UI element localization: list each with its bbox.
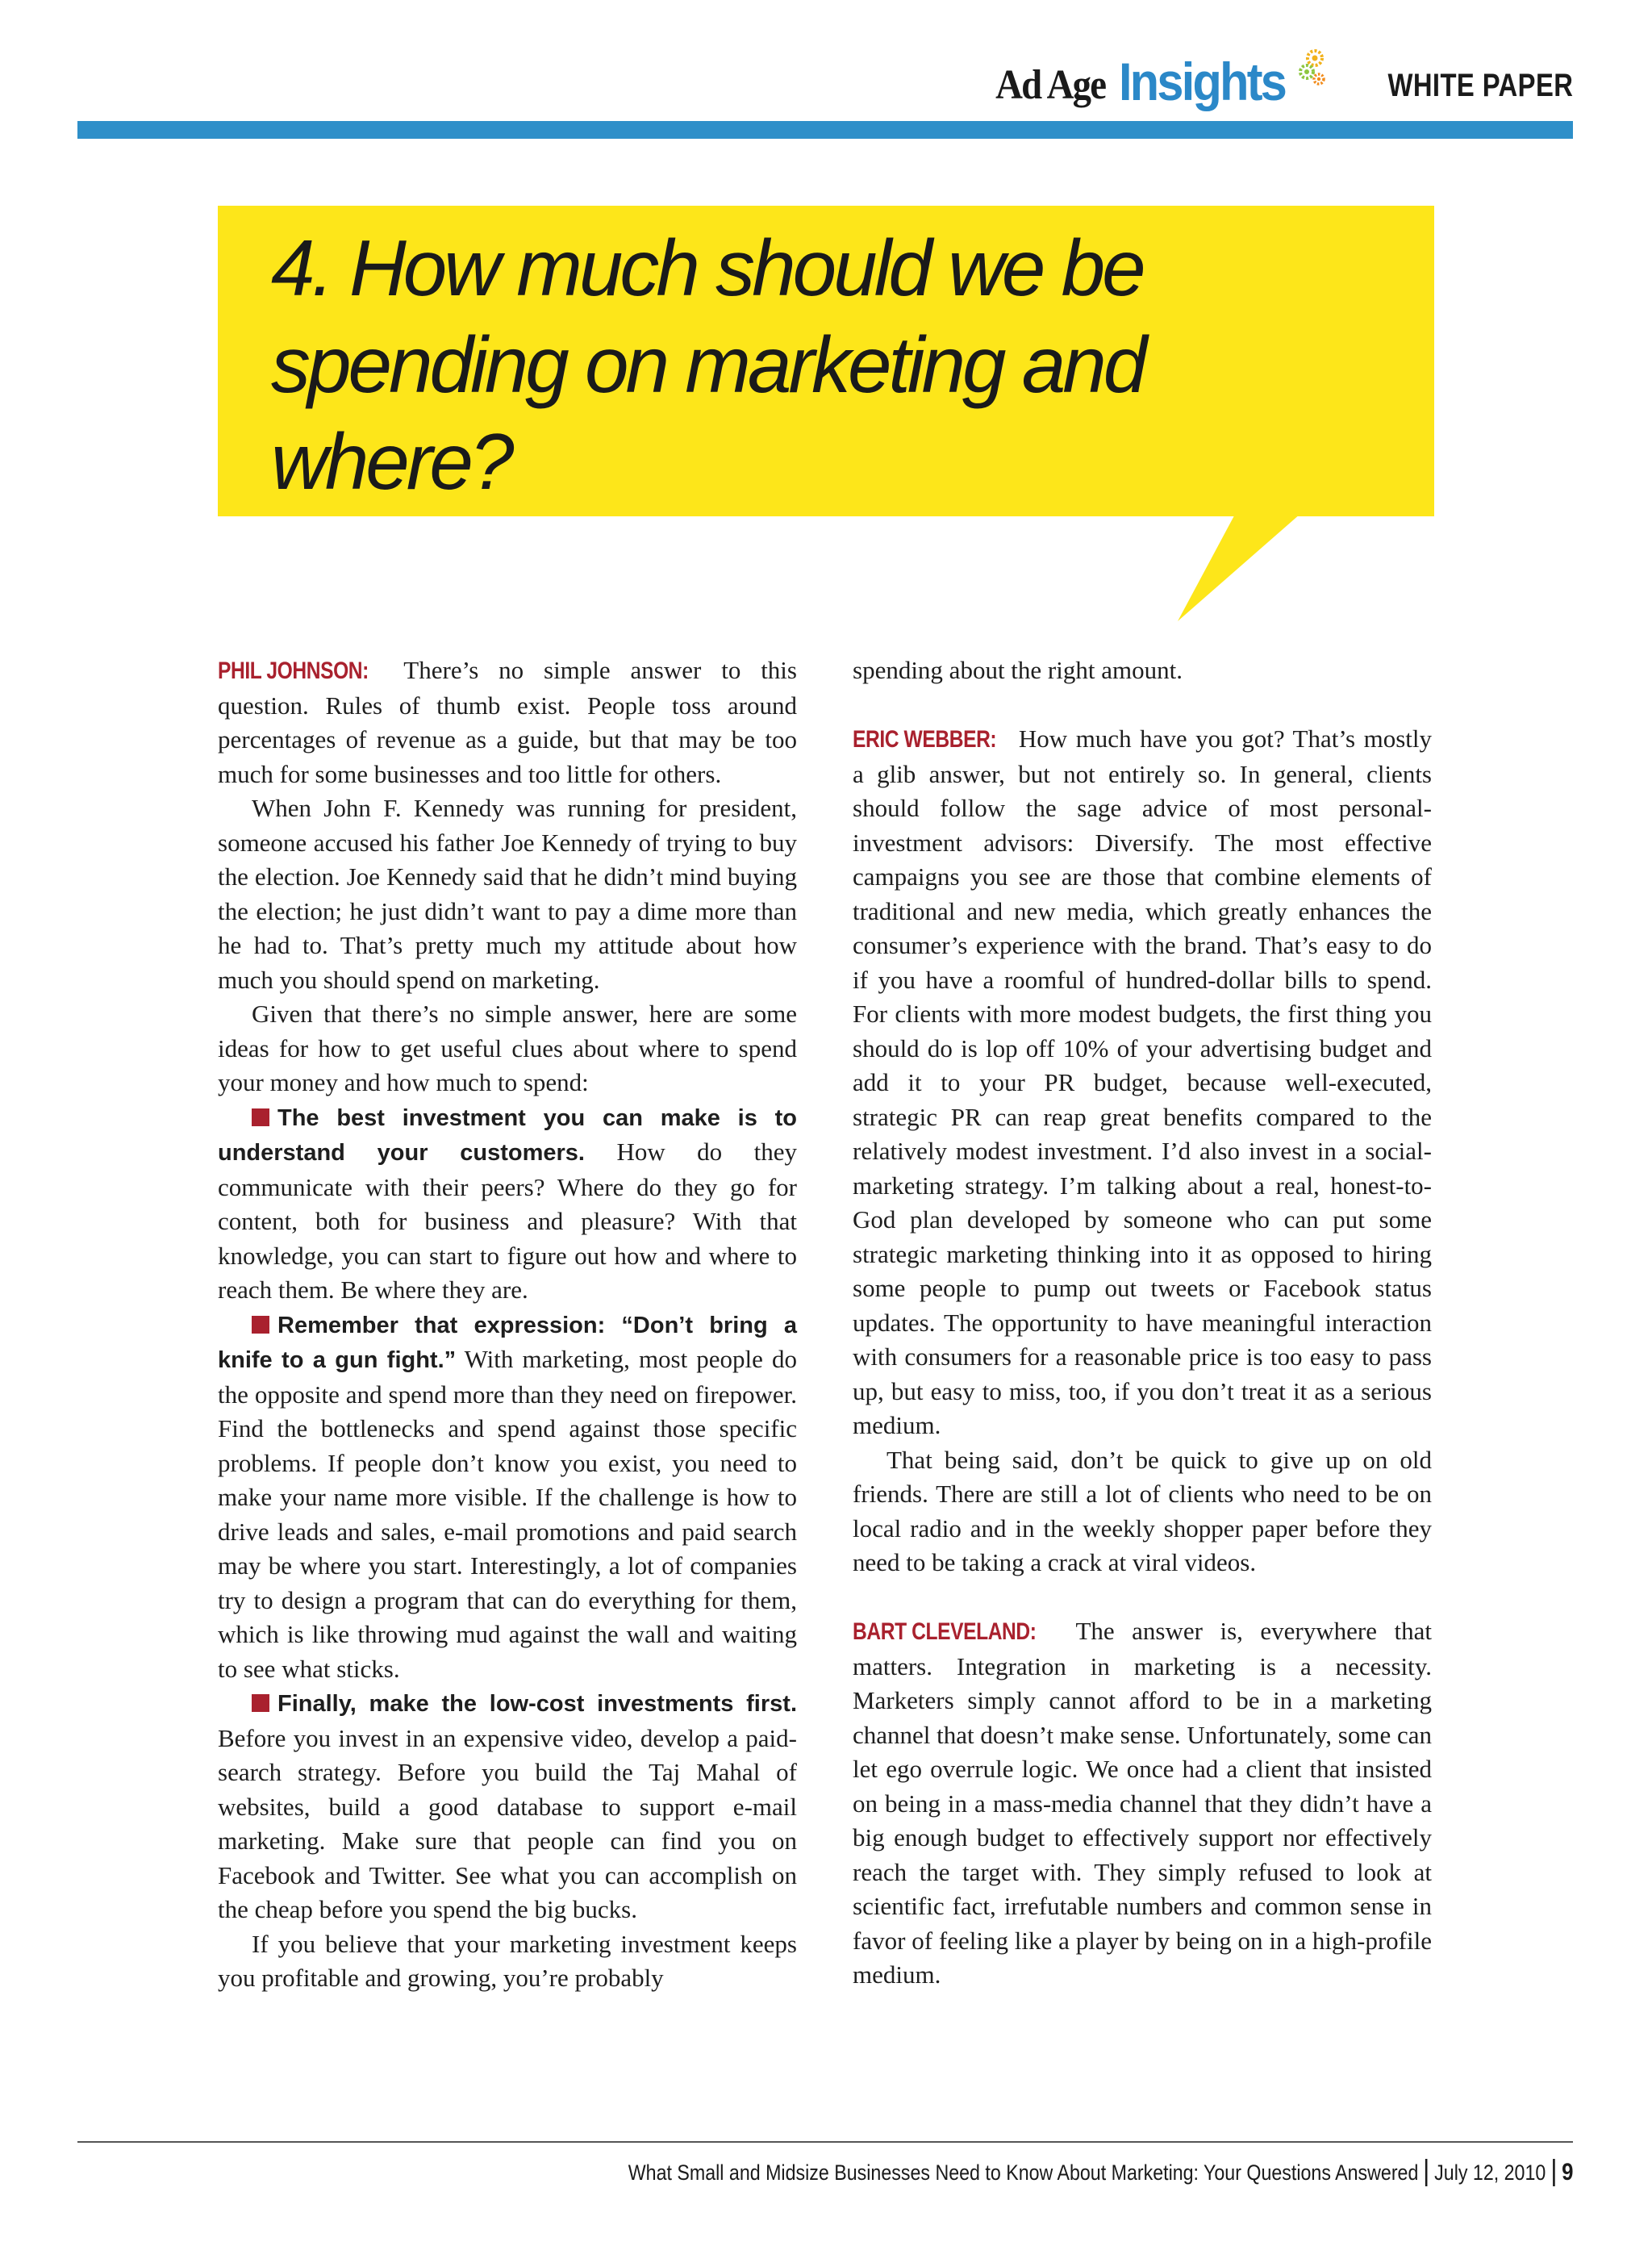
- speaker-bart-cleveland: BART CLEVELAND:: [853, 1618, 1037, 1645]
- publication-brand: [983, 42, 1573, 111]
- bullet-square-icon: [252, 1694, 269, 1712]
- speaker-phil-johnson: PHIL JOHNSON:: [218, 658, 369, 684]
- right-column: [853, 653, 1432, 1993]
- callout-tail: [1178, 508, 1307, 621]
- paragraph-text: There’s no simple answer to this question. Rules of thumb exist. People toss around percentages of revenue as a guide, but that may be too much for some businesses and too little for others.: [218, 656, 797, 788]
- paragraph-investment: If you believe that your marketing investment keeps you profitable and growing, you’re probably: [218, 1929, 797, 1992]
- bart-cleveland-answer: [853, 1614, 1432, 1993]
- paragraph-old-friends: That being said, don’t be quick to give up on old friends. There are still a lot of clients who need to be on local radio and in the weekly shopper paper before they need to be taking a crack at viral videos.: [853, 1445, 1432, 1576]
- page-footer: [628, 2159, 1573, 2186]
- phil-johnson-answer: [218, 653, 797, 791]
- page-number: 9: [1561, 2159, 1573, 2185]
- bullet-understand-customers: [218, 1100, 797, 1308]
- white-paper-label: WHITE PAPER: [1387, 68, 1573, 103]
- brand-ad-age: Ad Age: [995, 62, 1106, 108]
- footer-date: July 12, 2010: [1433, 2160, 1546, 2185]
- footer-separator: [1425, 2159, 1428, 2186]
- footer-title: What Small and Midsize Businesses Need to Know About Marketing: Your Questions Answered: [628, 2160, 1418, 2185]
- paragraph-continuation: spending about the right amount.: [853, 656, 1183, 684]
- bullet-text: Before you invest in an expensive video, develop a paid-search strategy. Before you build the Taj Mahal of websites, build a good database to support e-mail marketing. Make sure that people can find you on Facebook and Twitter. See what you can accomplish on the cheap before you spend the big bucks.: [218, 1723, 797, 1923]
- heading-line-1: 4. How much should we be: [271, 223, 1143, 312]
- heading-line-2: spending on marketing and: [271, 320, 1145, 409]
- brand-insights: Insights: [1118, 52, 1285, 111]
- callout-tail-shape: [1178, 508, 1307, 621]
- paragraph-kennedy: When John F. Kennedy was running for president, someone accused his father Joe Kennedy of trying to buy the election. Joe Kennedy said that he didn’t mind buying the election; he just didn’t want to pay a dime more than he had to. That’s pretty much my attitude about how much you should spend on marketing.: [218, 794, 797, 994]
- bullet-low-cost-first: [218, 1686, 797, 1927]
- bullet-lead: Remember that expression: “Don’t bring a knife to a gun fight.”: [218, 1312, 797, 1373]
- gears-logo-icon: [1297, 48, 1329, 90]
- heading-line-3: where?: [271, 417, 511, 506]
- bullet-text: How do they communicate with their peers? Where do they go for content, both for business and pleasure? With that knowledge, you can start to figure out how and where to reach them. Be where they are.: [218, 1138, 797, 1304]
- bullet-square-icon: [252, 1108, 269, 1126]
- bullet-square-icon: [252, 1316, 269, 1334]
- header-rule: [77, 121, 1573, 139]
- bullet-knife-gun-fight: [218, 1308, 797, 1687]
- paragraph-text: The answer is, everywhere that matters. Integration in marketing is a necessity. Marketers simply cannot afford to be in a marketing channel that doesn’t make sense. Unfortunately, some can let ego overrule logic. We once had a client that insisted on being in a mass-media channel that they didn’t have a big enough budget to effectively support nor effectively reach the target with. They simply refused to look at scientific fact, irrefutable numbers and common sense in favor of feeling like a player by being on in a high-profile medium.: [853, 1617, 1432, 1989]
- left-column: [218, 653, 797, 1996]
- footer-separator: [1552, 2159, 1554, 2186]
- bullet-lead: The best investment you can make is to understand your customers.: [218, 1104, 797, 1166]
- question-heading: [271, 219, 1239, 510]
- paragraph-text: How much have you got? That’s mostly a glib answer, but not entirely so. In general, clients should follow the sage advice of most personal-investment advisors: Diversify. The most effective campaigns you see are those that combine elements of traditional and new media, which greatly enhances the consumer’s experience with the brand. That’s easy to do if you have a roomful of hundred-dollar bills to spend. For clients with more modest budgets, the first thing you should do is lop off 10% of your advertising budget and add it to your PR budget, because well-executed, strategic PR can reap great benefits compared to the relatively modest investment. I’d also invest in a social-marketing strategy. I’m talking about a real, honest-to-God plan developed by someone who can put some strategic marketing thinking into it as opposed to hiring some people to pump out tweets or Facebook status updates. The opportunity to have meaningful interaction with consumers for a reasonable price is too easy to pass up, but easy to miss, too, if you don’t treat it as a serious medium.: [853, 724, 1432, 1439]
- speaker-eric-webber: ERIC WEBBER:: [853, 726, 997, 753]
- paragraph-ideas-intro: Given that there’s no simple answer, here are some ideas for how to get useful clues about where to spend your money and how much to spend:: [218, 1000, 797, 1096]
- footer-rule: [77, 2141, 1573, 2143]
- bullet-lead: Finally, make the low-cost investments first.: [277, 1691, 797, 1717]
- eric-webber-answer: [853, 722, 1432, 1443]
- bullet-text: With marketing, most people do the opposite and spend more than they need on firepower. Find the bottlenecks and spend against those specific problems. If people don’t know you exist, you need to make your name more visible. If the challenge is how to drive leads and sales, e-mail promotions and paid search may be where you start. Interestingly, a lot of companies try to design a program that can do everything for them, which is like throwing mud against the wall and waiting to see what sticks.: [218, 1345, 797, 1683]
